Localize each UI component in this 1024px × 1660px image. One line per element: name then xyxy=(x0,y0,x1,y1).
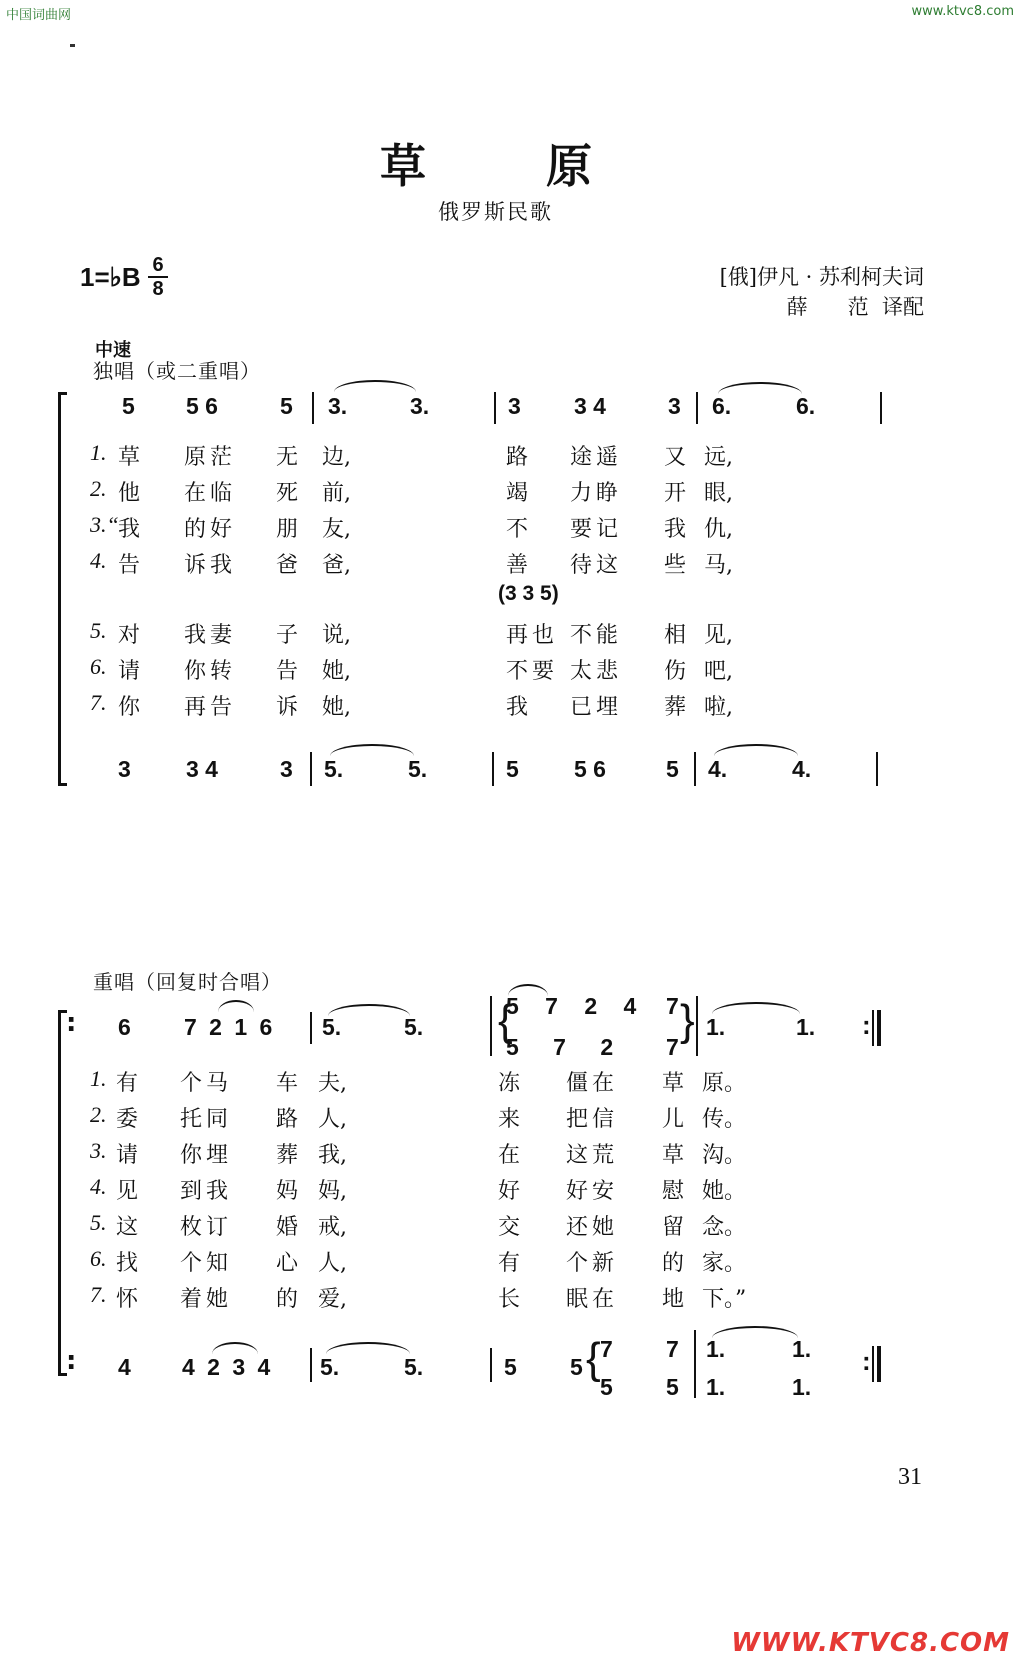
lyric: 草 xyxy=(118,445,141,470)
verse-number: 6. xyxy=(90,654,107,679)
lyric: 善 xyxy=(506,553,529,578)
lyric: 要记 xyxy=(570,517,623,542)
repeat-end: : xyxy=(862,1010,871,1040)
note: 7 xyxy=(666,1034,679,1060)
note: 3 xyxy=(118,756,131,782)
lyric: 她, xyxy=(322,659,351,684)
lyric: 托同 xyxy=(180,1107,233,1132)
barline xyxy=(694,1330,696,1398)
note: 5. xyxy=(404,1014,424,1040)
note: 3 4 xyxy=(574,393,606,419)
barline xyxy=(872,1010,874,1046)
lyric: 他 xyxy=(118,481,141,506)
lyric: 好 xyxy=(498,1179,521,1204)
note: 5 xyxy=(666,1374,679,1400)
barline xyxy=(492,752,494,786)
note: 3 4 xyxy=(186,756,218,782)
lyric: 长 xyxy=(498,1287,521,1312)
lyric: 途遥 xyxy=(570,445,623,470)
tie xyxy=(328,1004,410,1016)
lyric: 说, xyxy=(322,623,351,648)
lyric: 的 xyxy=(276,1287,299,1312)
lyric: 力睁 xyxy=(570,481,623,506)
barline xyxy=(494,392,496,424)
note: 1. xyxy=(796,1014,816,1040)
verse-number: 5. xyxy=(90,1210,107,1235)
note: 5 xyxy=(506,756,519,782)
lyric: 着她 xyxy=(180,1287,233,1312)
lyric: 告 xyxy=(276,659,299,684)
lyric: 戒, xyxy=(318,1215,347,1240)
note: 4 xyxy=(118,1354,131,1380)
song-title: 草原 xyxy=(380,139,712,193)
barline xyxy=(310,1012,312,1044)
barline xyxy=(490,1348,492,1382)
lyric: 竭 xyxy=(506,481,529,506)
lyric: 见 xyxy=(116,1179,139,1204)
lyric: 对 xyxy=(118,623,141,648)
lyric: 枚订 xyxy=(180,1215,233,1240)
scan-speck xyxy=(70,44,75,47)
lyric: 留 xyxy=(662,1215,685,1240)
verse-number: 5. xyxy=(90,618,107,643)
lyric: 僵在 xyxy=(566,1071,619,1096)
lyric: 你 xyxy=(118,695,141,720)
note: 3 xyxy=(668,393,681,419)
lyric: 儿 xyxy=(662,1107,685,1132)
note: 3 xyxy=(508,393,521,419)
lyric: 你埋 xyxy=(180,1143,233,1168)
note: 7 xyxy=(666,1336,679,1362)
note: 5 6 xyxy=(186,393,218,419)
lyric: 请 xyxy=(116,1143,139,1168)
note: 5 xyxy=(600,1374,613,1400)
lyric: 啦, xyxy=(704,695,733,720)
tie xyxy=(330,744,414,756)
lyric: 来 xyxy=(498,1107,521,1132)
barline xyxy=(872,1346,874,1382)
tempo-marking: 中速 xyxy=(95,340,131,361)
lyric: 我 xyxy=(664,517,687,542)
repeat-start: : xyxy=(66,1346,77,1376)
note: 4. xyxy=(792,756,812,782)
note: 5. xyxy=(324,756,344,782)
lyric: 她, xyxy=(322,695,351,720)
lyric: 我 xyxy=(118,517,141,542)
lyric: 见, xyxy=(704,623,733,648)
verse-number: 4. xyxy=(90,548,107,573)
tie xyxy=(718,382,802,394)
lyric: 心 xyxy=(276,1251,299,1276)
verse-number: 6. xyxy=(90,1246,107,1271)
note: 5 xyxy=(280,393,293,419)
verse-number: 7. xyxy=(90,1282,107,1307)
lyric: 待这 xyxy=(570,553,623,578)
lyric: 不能 xyxy=(570,623,623,648)
verse-number: 4. xyxy=(90,1174,107,1199)
lyric: 你转 xyxy=(184,659,237,684)
lyric: 眼, xyxy=(704,481,733,506)
repeat-start: : xyxy=(66,1008,77,1038)
verse-number: 2. xyxy=(90,476,107,501)
lyric: 有 xyxy=(116,1071,139,1096)
lyric: 冻 xyxy=(498,1071,521,1096)
system2-bracket xyxy=(58,1010,67,1376)
note: 5. xyxy=(404,1354,424,1380)
note: 6 xyxy=(118,1014,131,1040)
lyric: 诉 xyxy=(276,695,299,720)
lyric: 不要 xyxy=(506,659,559,684)
lyric: 到我 xyxy=(180,1179,233,1204)
lyric: 子 xyxy=(276,623,299,648)
lyric: 马, xyxy=(704,553,733,578)
lyric: 这荒 xyxy=(566,1143,619,1168)
lyric: 已埋 xyxy=(570,695,623,720)
lyric: 夫, xyxy=(318,1071,347,1096)
song-subtitle: 俄罗斯民歌 xyxy=(438,200,553,224)
lyric: 个新 xyxy=(566,1251,619,1276)
lyric: 我, xyxy=(318,1143,347,1168)
note: 5 xyxy=(504,1354,517,1380)
lyric: 爸, xyxy=(322,553,351,578)
page-number: 31 xyxy=(898,1464,922,1490)
lyric: 太悲 xyxy=(570,659,623,684)
lyric: 地 xyxy=(662,1287,685,1312)
lyric: 前, xyxy=(322,481,351,506)
note: 3. xyxy=(410,393,430,419)
lyric: 死 xyxy=(276,481,299,506)
note: 4 2 3 4 xyxy=(182,1354,274,1380)
barline xyxy=(310,1348,312,1382)
slur xyxy=(212,1342,258,1354)
time-signature xyxy=(148,255,168,299)
lyric: 吧, xyxy=(704,659,733,684)
note: 1. xyxy=(792,1374,812,1400)
system1-bracket xyxy=(58,392,67,786)
verse-number: 1. xyxy=(90,440,107,465)
lyric: 原。 xyxy=(702,1071,747,1096)
tie xyxy=(326,1342,410,1354)
lyric: 不 xyxy=(506,517,529,542)
lyric: 这 xyxy=(116,1215,139,1240)
section1-label: 独唱（或二重唱） xyxy=(93,359,261,383)
chord-brace: } xyxy=(680,996,695,1045)
lyric: 伤 xyxy=(664,659,687,684)
lyric: 再也 xyxy=(506,623,559,648)
lyric: 人, xyxy=(318,1251,347,1276)
lyric: 葬 xyxy=(276,1143,299,1168)
lyric: 又 xyxy=(664,445,687,470)
lyric: 的 xyxy=(662,1251,685,1276)
lyric: 人, xyxy=(318,1107,347,1132)
lyric: 爸 xyxy=(276,553,299,578)
note: 1. xyxy=(706,1014,726,1040)
lyric: 请 xyxy=(118,659,141,684)
lyric: 我妻 xyxy=(184,623,237,648)
note: 7 2 1 6 xyxy=(184,1014,276,1040)
credits xyxy=(720,262,924,322)
verse-number: 3.“ xyxy=(90,512,119,537)
key-signature: 1=♭B xyxy=(80,262,141,292)
lyric: 草 xyxy=(662,1143,685,1168)
barline xyxy=(696,392,698,424)
chord-brace: { xyxy=(498,996,513,1045)
lyric: 妈, xyxy=(318,1179,347,1204)
credit-translator: 薛 范 译配 xyxy=(786,295,924,319)
lyric: 朋 xyxy=(276,517,299,542)
lyric: 再告 xyxy=(184,695,237,720)
note: 4. xyxy=(708,756,728,782)
lyric: 下。” xyxy=(702,1287,747,1312)
lyric: 的好 xyxy=(184,517,237,542)
note: 5. xyxy=(322,1014,342,1040)
lyric: 在 xyxy=(498,1143,521,1168)
verse-number: 7. xyxy=(90,690,107,715)
note: 7 xyxy=(666,993,679,1019)
lyric: 慰 xyxy=(662,1179,685,1204)
lyric: 有 xyxy=(498,1251,521,1276)
lyric: 找 xyxy=(116,1251,139,1276)
lyric: 葬 xyxy=(664,695,687,720)
barline xyxy=(876,752,878,786)
lyric: 念。 xyxy=(702,1215,747,1240)
tie xyxy=(714,744,798,756)
lyric: 友, xyxy=(322,517,351,542)
verse-number: 2. xyxy=(90,1102,107,1127)
lyric: 交 xyxy=(498,1215,521,1240)
note: 5 xyxy=(570,1354,583,1380)
note: 3 xyxy=(280,756,293,782)
lyric: 传。 xyxy=(702,1107,747,1132)
lyric: 开 xyxy=(664,481,687,506)
meter-bottom: 8 xyxy=(152,278,164,300)
note: 5 7 2 xyxy=(506,1034,628,1060)
barline xyxy=(696,996,698,1056)
lyric: 车 xyxy=(276,1071,299,1096)
barline xyxy=(490,996,492,1056)
slur xyxy=(508,984,548,996)
lyric: 仇, xyxy=(704,517,733,542)
tie xyxy=(712,1002,800,1014)
section2-label: 重唱（回复时合唱） xyxy=(93,970,282,994)
pickup-notes: (3 3 5) xyxy=(498,582,559,605)
lyric: 原茫 xyxy=(184,445,237,470)
lyric: 告 xyxy=(118,553,141,578)
note: 5 7 2 4 xyxy=(506,993,647,1019)
credit-lyricist: [俄]伊凡 · 苏利柯夫词 xyxy=(719,265,924,289)
barline xyxy=(694,752,696,786)
note: 1. xyxy=(792,1336,812,1362)
meter-top: 6 xyxy=(152,254,164,276)
lyric: 路 xyxy=(276,1107,299,1132)
barline-thick xyxy=(877,1010,881,1046)
slur xyxy=(218,1000,254,1012)
note: 3. xyxy=(328,393,348,419)
lyric: 我 xyxy=(506,695,529,720)
tie xyxy=(334,380,416,392)
note: 5 xyxy=(122,393,135,419)
verse-number: 1. xyxy=(90,1066,107,1091)
repeat-end: : xyxy=(862,1346,871,1376)
lyric: 怀 xyxy=(116,1287,139,1312)
lyric: 把信 xyxy=(566,1107,619,1132)
lyric: 还她 xyxy=(566,1215,619,1240)
barline-thick xyxy=(877,1346,881,1382)
note: 6. xyxy=(712,393,732,419)
verse-number: 3. xyxy=(90,1138,107,1163)
site-logo-left[interactable]: 中国词曲网 xyxy=(6,8,72,23)
note: 5. xyxy=(408,756,428,782)
barline xyxy=(310,752,312,786)
site-url-right[interactable]: www.ktvc8.com xyxy=(911,4,1014,19)
lyric: 眠在 xyxy=(566,1287,619,1312)
barline xyxy=(880,392,882,424)
note: 7 xyxy=(600,1336,613,1362)
lyric: 在临 xyxy=(184,481,237,506)
lyric: 边, xyxy=(322,445,351,470)
lyric: 个马 xyxy=(180,1071,233,1096)
tie xyxy=(712,1326,798,1338)
note: 5. xyxy=(320,1354,340,1380)
lyric: 路 xyxy=(506,445,529,470)
lyric: 委 xyxy=(116,1107,139,1132)
lyric: 妈 xyxy=(276,1179,299,1204)
lyric: 好安 xyxy=(566,1179,619,1204)
lyric: 爱, xyxy=(318,1287,347,1312)
note: 1. xyxy=(706,1374,726,1400)
note: 1. xyxy=(706,1336,726,1362)
lyric: 沟。 xyxy=(702,1143,747,1168)
lyric: 草 xyxy=(662,1071,685,1096)
barline xyxy=(312,392,314,424)
site-logo-bottom[interactable]: WWW.KTVC8.COM xyxy=(731,1628,1010,1658)
lyric: 她。 xyxy=(702,1179,747,1204)
lyric: 家。 xyxy=(702,1251,747,1276)
lyric: 诉我 xyxy=(184,553,237,578)
note: 5 6 xyxy=(574,756,606,782)
note: 6. xyxy=(796,393,816,419)
note: 5 xyxy=(666,756,679,782)
lyric: 婚 xyxy=(276,1215,299,1240)
lyric: 个知 xyxy=(180,1251,233,1276)
chord-brace: { xyxy=(586,1334,601,1383)
lyric: 无 xyxy=(276,445,299,470)
lyric: 些 xyxy=(664,553,687,578)
lyric: 相 xyxy=(664,623,687,648)
lyric: 远, xyxy=(704,445,733,470)
